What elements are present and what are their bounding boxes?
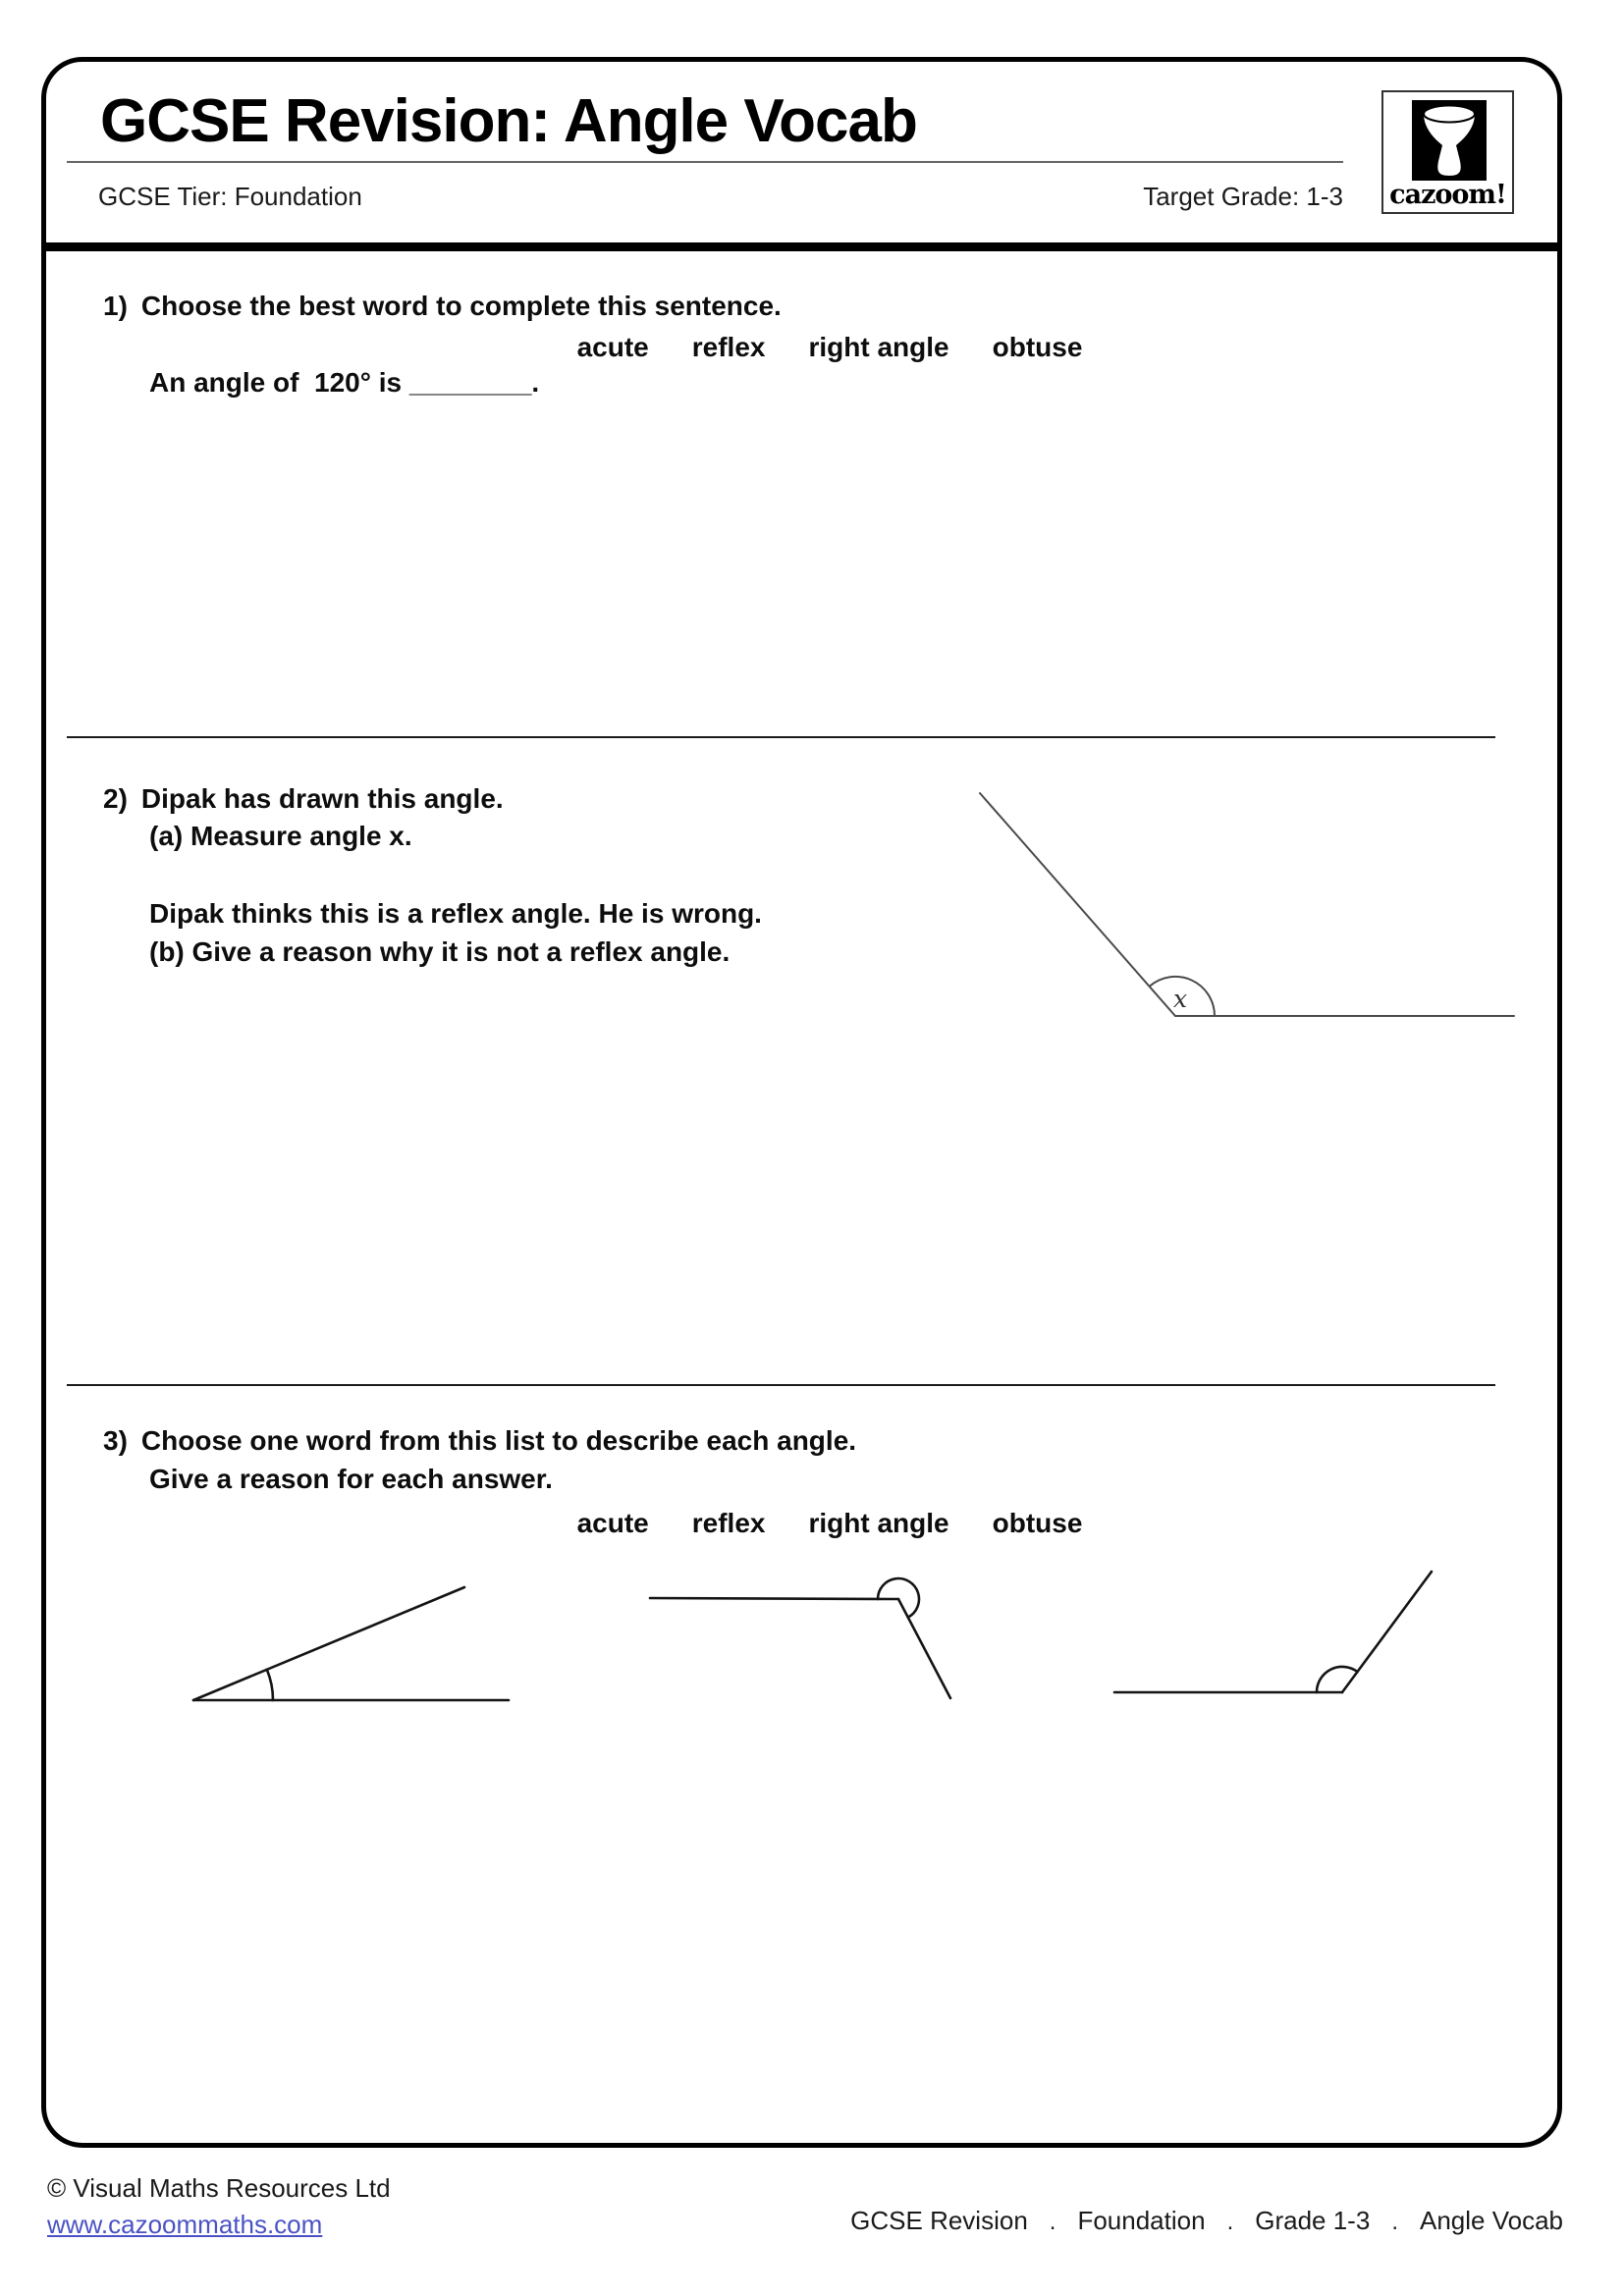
question-1-sentence: An angle of 120° is ________. — [149, 367, 540, 398]
question-1-prompt: Choose the best word to complete this sentence. — [140, 291, 782, 321]
breadcrumb-item: Grade 1-3 — [1255, 2206, 1371, 2235]
question-2b: (b) Give a reason why it is not a reflex angle. — [149, 936, 731, 967]
angle-x-label: x — [1173, 985, 1188, 1013]
breadcrumb-separator: . — [1391, 2209, 1398, 2235]
word-option-obtuse: obtuse — [992, 1508, 1083, 1538]
breadcrumb-separator: . — [1049, 2209, 1056, 2235]
breadcrumb-item: Angle Vocab — [1419, 2206, 1563, 2235]
copyright-text: © Visual Maths Resources Ltd — [47, 2173, 391, 2203]
angle-arc — [267, 1670, 273, 1700]
cazoom-logo — [1381, 90, 1514, 214]
q2-obtuse-angle-diagram — [962, 775, 1532, 1050]
question-3-prompt-line1: Choose one word from this list to describe each angle. — [140, 1425, 857, 1456]
angle-ray — [1342, 1572, 1432, 1692]
page-title: GCSE Revision: Angle Vocab — [100, 87, 917, 155]
angle-ray — [650, 1598, 898, 1599]
word-option-acute: acute — [576, 1508, 649, 1538]
question-2a: (a) Measure angle x. — [149, 821, 412, 851]
footer-breadcrumb — [850, 2206, 1563, 2236]
word-option-right-angle: right angle — [808, 332, 949, 362]
word-option-acute: acute — [576, 332, 649, 362]
word-option-reflex: reflex — [691, 332, 766, 362]
question-2-line1: Dipak has drawn this angle. — [140, 783, 504, 814]
tier-label: GCSE Tier: Foundation — [98, 182, 362, 211]
angle-ray — [980, 793, 1175, 1016]
header-divider — [41, 242, 1562, 251]
word-option-reflex: reflex — [691, 1508, 766, 1538]
angle-ray — [898, 1599, 950, 1698]
q3-obtuse-angle-diagram — [1060, 1551, 1532, 1757]
q3-reflex-angle-diagram — [619, 1531, 1031, 1757]
question-3-prompt-line2: Give a reason for each answer. — [149, 1464, 553, 1494]
djembe-drum-icon — [1412, 100, 1487, 181]
word-option-obtuse: obtuse — [992, 332, 1083, 362]
word-bank-q1 — [103, 332, 1556, 363]
website-link[interactable]: www.cazoommaths.com — [47, 2210, 323, 2239]
question-2-prompt-row — [103, 783, 504, 815]
breadcrumb-item: GCSE Revision — [850, 2206, 1028, 2235]
word-option-right-angle: right angle — [808, 1508, 949, 1538]
breadcrumb-item: Foundation — [1077, 2206, 1206, 2235]
angle-ray — [193, 1587, 464, 1700]
question-2-statement: Dipak thinks this is a reflex angle. He is wrong. — [149, 898, 762, 929]
breadcrumb-separator: . — [1226, 2209, 1234, 2235]
question-3-prompt-row — [103, 1425, 856, 1457]
question-1-prompt-row — [103, 291, 782, 322]
question-3-number: 3) — [103, 1425, 128, 1456]
logo-text: cazoom! — [1389, 180, 1506, 210]
title-underline — [67, 161, 1343, 163]
section-divider-1 — [67, 736, 1495, 738]
section-divider-2 — [67, 1384, 1495, 1386]
target-grade-label: Target Grade: 1-3 — [1143, 182, 1343, 211]
question-1-number: 1) — [103, 291, 128, 321]
question-2-number: 2) — [103, 783, 128, 814]
q3-acute-angle-diagram — [118, 1561, 550, 1747]
